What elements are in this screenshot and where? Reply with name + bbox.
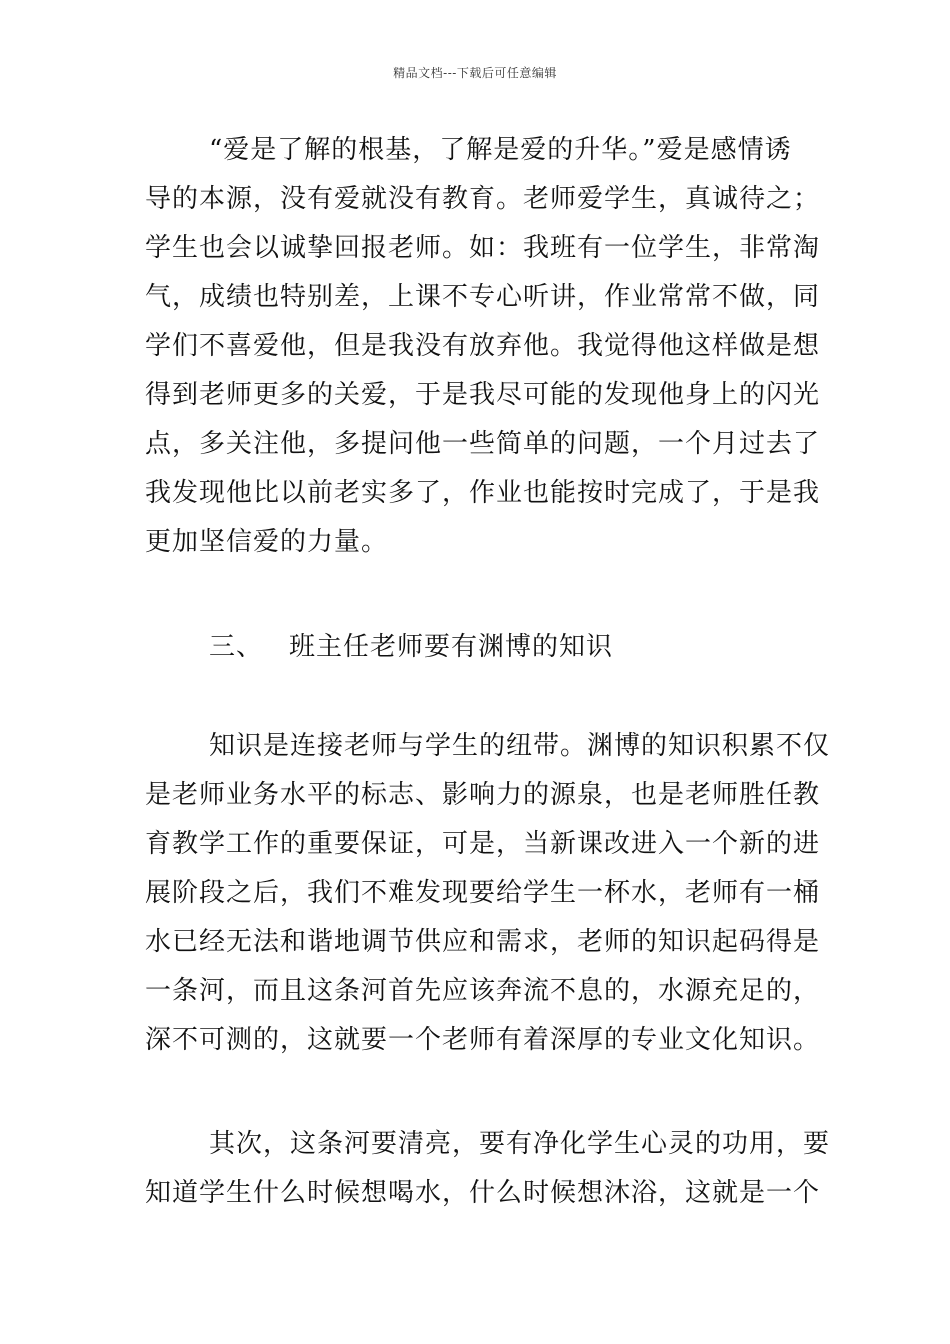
paragraph-line: 水已经无法和谐地调节供应和需求，老师的知识起码得是 bbox=[145, 927, 821, 957]
paragraph-line: 育教学工作的重要保证，可是，当新课改进入一个新的进 bbox=[145, 829, 821, 859]
paragraph-line: 导的本源，没有爱就没有教育。老师爱学生，真诚待之； bbox=[145, 184, 821, 214]
paragraph-line: 气，成绩也特别差，上课不专心听讲，作业常常不做，同 bbox=[145, 282, 821, 312]
paragraph-line: 其次，这条河要清亮，要有净化学生心灵的功用，要 bbox=[209, 1129, 831, 1159]
paragraph-love bbox=[145, 126, 821, 567]
section-title: 班主任老师要有渊博的知识 bbox=[289, 632, 614, 662]
paragraph-line: 知道学生什么时候想喝水，什么时候想沐浴，这就是一个 bbox=[145, 1178, 821, 1208]
paragraph-line: 学生也会以诚挚回报老师。如：我班有一位学生，非常淘 bbox=[145, 233, 821, 263]
paragraph-line: 得到老师更多的关爱，于是我尽可能的发现他身上的闪光 bbox=[145, 380, 821, 410]
paragraph-line: 学们不喜爱他，但是我没有放弃他。我觉得他这样做是想 bbox=[145, 331, 821, 361]
paragraph-river bbox=[145, 1120, 831, 1218]
page-header: 精品文档---下载后可任意编辑 bbox=[393, 66, 557, 80]
paragraph-line: 深不可测的，这就要一个老师有着深厚的专业文化知识。 bbox=[145, 1025, 821, 1055]
paragraph-line: 更加坚信爱的力量。 bbox=[145, 527, 389, 557]
paragraph-knowledge bbox=[145, 722, 831, 1065]
section-heading bbox=[145, 623, 807, 672]
paragraph-line: 一条河，而且这条河首先应该奔流不息的，水源充足的， bbox=[145, 976, 821, 1006]
paragraph-line: 点，多关注他，多提问他一些简单的问题，一个月过去了 bbox=[145, 429, 821, 459]
paragraph-line: 是老师业务水平的标志、影响力的源泉，也是老师胜任教 bbox=[145, 780, 821, 810]
paragraph-line: 我发现他比以前老实多了，作业也能按时完成了，于是我 bbox=[145, 478, 821, 508]
paragraph-line: 知识是连接老师与学生的纽带。渊博的知识积累不仅 bbox=[209, 731, 831, 761]
paragraph-line: “爱是了解的根基，了解是爱的升华。”爱是感情诱 bbox=[209, 135, 792, 165]
paragraph-line: 展阶段之后，我们不难发现要给学生一杯水，老师有一桶 bbox=[145, 878, 821, 908]
section-number: 三、 bbox=[209, 632, 264, 662]
